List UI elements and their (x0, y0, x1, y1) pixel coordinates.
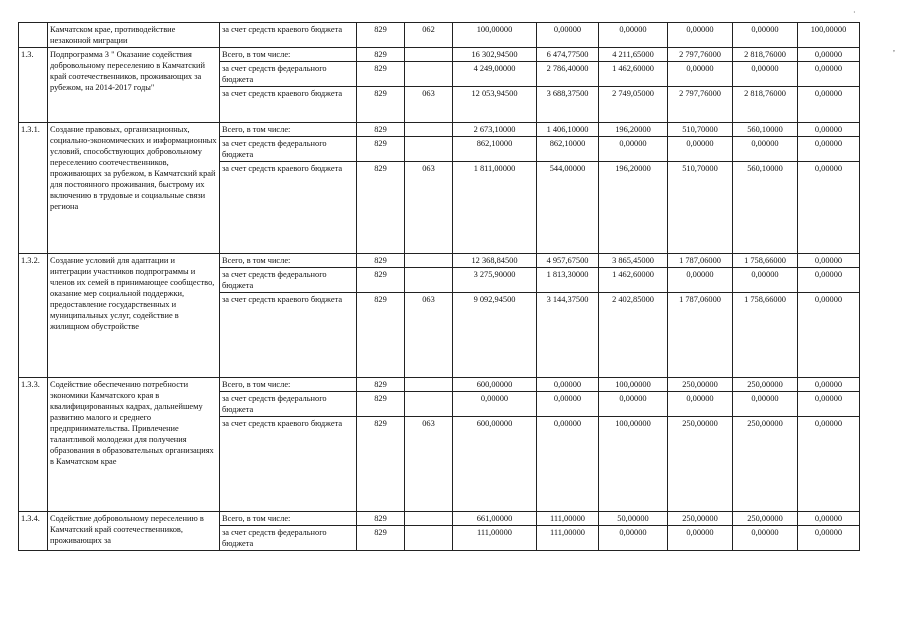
year-2015-value: 0,00000 (599, 137, 668, 162)
funding-source: за счет средств федерального бюджета (220, 137, 357, 162)
grbs-code: 829 (357, 123, 405, 137)
year-2016-value: 250,00000 (668, 512, 733, 526)
funding-source: за счет средств краевого бюджета (220, 23, 357, 48)
year-2014-value: 862,10000 (537, 137, 599, 162)
year-2015-value: 2 402,85000 (599, 293, 668, 378)
activity-name: Создание правовых, организационных, социально-экономических и информационных условий, способствующих добровольному переселению соотечественников, проживающих за рубежом, в Камчатский край для постоянного проживания, быстрому их включению в трудовые и социальные связи региона (48, 123, 220, 254)
year-2015-value: 1 462,60000 (599, 268, 668, 293)
year-2017-value: 1 758,66000 (733, 254, 798, 268)
extra-value: 0,00000 (798, 123, 860, 137)
table-row (19, 123, 860, 137)
row-number (19, 23, 48, 48)
year-2015-value: 100,00000 (599, 417, 668, 512)
year-2014-value: 0,00000 (537, 392, 599, 417)
extra-value: 100,00000 (798, 23, 860, 48)
activity-name: Подпрограмма 3 " Оказание содействия добровольному переселению в Камчатский край соотечественников, проживающих за рубежом, на 2014-2017 годы" (48, 48, 220, 123)
year-2016-value: 510,70000 (668, 162, 733, 254)
year-2016-value: 510,70000 (668, 123, 733, 137)
total-value: 1 811,00000 (453, 162, 537, 254)
extra-value: 0,00000 (798, 417, 860, 512)
total-value: 600,00000 (453, 417, 537, 512)
row-number: 1.3.2. (19, 254, 48, 378)
grbs-code: 829 (357, 87, 405, 123)
year-2016-value: 0,00000 (668, 62, 733, 87)
page-mark-right-margin: , (893, 44, 895, 53)
budget-table (18, 22, 860, 551)
page-mark-top-right: · (853, 8, 856, 17)
year-2015-value: 0,00000 (599, 526, 668, 551)
year-2015-value: 196,20000 (599, 123, 668, 137)
program-code (405, 512, 453, 526)
total-value: 600,00000 (453, 378, 537, 392)
total-value: 9 092,94500 (453, 293, 537, 378)
funding-source: за счет средств краевого бюджета (220, 87, 357, 123)
year-2014-value: 544,00000 (537, 162, 599, 254)
year-2015-value: 0,00000 (599, 392, 668, 417)
year-2014-value: 4 957,67500 (537, 254, 599, 268)
row-number: 1.3.1. (19, 123, 48, 254)
extra-value: 0,00000 (798, 512, 860, 526)
program-code (405, 378, 453, 392)
year-2017-value: 250,00000 (733, 417, 798, 512)
program-code: 062 (405, 23, 453, 48)
year-2016-value: 1 787,06000 (668, 254, 733, 268)
program-code: 063 (405, 417, 453, 512)
grbs-code: 829 (357, 48, 405, 62)
year-2015-value: 0,00000 (599, 23, 668, 48)
extra-value: 0,00000 (798, 48, 860, 62)
total-value: 100,00000 (453, 23, 537, 48)
table-row (19, 378, 860, 392)
program-code: 063 (405, 162, 453, 254)
program-code (405, 62, 453, 87)
funding-source: за счет средств краевого бюджета (220, 293, 357, 378)
total-value: 2 673,10000 (453, 123, 537, 137)
row-number: 1.3.4. (19, 512, 48, 551)
activity-name: Камчатском крае, противодействие незаконной миграции (48, 23, 220, 48)
grbs-code: 829 (357, 512, 405, 526)
funding-source: Всего, в том числе: (220, 512, 357, 526)
grbs-code: 829 (357, 162, 405, 254)
funding-source: за счет средств краевого бюджета (220, 162, 357, 254)
year-2015-value: 50,00000 (599, 512, 668, 526)
activity-name: Создание условий для адаптации и интеграции участников подпрограммы и членов их семей в принимающее сообщество, оказание мер социальной поддержки, предоставление государственных и муниципальных услуг, содействие в жилищном обустройстве (48, 254, 220, 378)
year-2015-value: 3 865,45000 (599, 254, 668, 268)
extra-value: 0,00000 (798, 392, 860, 417)
year-2017-value: 560,10000 (733, 162, 798, 254)
year-2016-value: 2 797,76000 (668, 87, 733, 123)
table-row (19, 23, 860, 48)
year-2015-value: 196,20000 (599, 162, 668, 254)
total-value: 16 302,94500 (453, 48, 537, 62)
year-2017-value: 0,00000 (733, 392, 798, 417)
year-2015-value: 100,00000 (599, 378, 668, 392)
year-2017-value: 1 758,66000 (733, 293, 798, 378)
funding-source: за счет средств федерального бюджета (220, 62, 357, 87)
funding-source: за счет средств федерального бюджета (220, 268, 357, 293)
program-code (405, 137, 453, 162)
funding-source: за счет средств федерального бюджета (220, 526, 357, 551)
total-value: 12 053,94500 (453, 87, 537, 123)
extra-value: 0,00000 (798, 378, 860, 392)
extra-value: 0,00000 (798, 162, 860, 254)
table-row (19, 512, 860, 526)
funding-source: Всего, в том числе: (220, 48, 357, 62)
year-2016-value: 0,00000 (668, 526, 733, 551)
program-code (405, 123, 453, 137)
year-2017-value: 560,10000 (733, 123, 798, 137)
year-2015-value: 1 462,60000 (599, 62, 668, 87)
total-value: 111,00000 (453, 526, 537, 551)
year-2014-value: 0,00000 (537, 378, 599, 392)
year-2016-value: 0,00000 (668, 268, 733, 293)
year-2014-value: 0,00000 (537, 417, 599, 512)
year-2014-value: 111,00000 (537, 526, 599, 551)
year-2017-value: 0,00000 (733, 268, 798, 293)
program-code (405, 254, 453, 268)
extra-value: 0,00000 (798, 87, 860, 123)
grbs-code: 829 (357, 137, 405, 162)
table-row (19, 254, 860, 268)
total-value: 862,10000 (453, 137, 537, 162)
year-2016-value: 0,00000 (668, 137, 733, 162)
extra-value: 0,00000 (798, 268, 860, 293)
year-2016-value: 1 787,06000 (668, 293, 733, 378)
year-2014-value: 2 786,40000 (537, 62, 599, 87)
total-value: 4 249,00000 (453, 62, 537, 87)
extra-value: 0,00000 (798, 62, 860, 87)
extra-value: 0,00000 (798, 254, 860, 268)
year-2016-value: 250,00000 (668, 417, 733, 512)
grbs-code: 829 (357, 62, 405, 87)
year-2015-value: 4 211,65000 (599, 48, 668, 62)
year-2017-value: 0,00000 (733, 23, 798, 48)
table-row (19, 48, 860, 62)
grbs-code: 829 (357, 254, 405, 268)
funding-source: за счет средств краевого бюджета (220, 417, 357, 512)
grbs-code: 829 (357, 293, 405, 378)
year-2014-value: 3 144,37500 (537, 293, 599, 378)
year-2015-value: 2 749,05000 (599, 87, 668, 123)
program-code (405, 526, 453, 551)
row-number: 1.3. (19, 48, 48, 123)
activity-name: Содействие добровольному переселению в Камчатский край соотечественников, проживающих за (48, 512, 220, 551)
total-value: 0,00000 (453, 392, 537, 417)
year-2014-value: 111,00000 (537, 512, 599, 526)
program-code (405, 48, 453, 62)
row-number: 1.3.3. (19, 378, 48, 512)
year-2014-value: 0,00000 (537, 23, 599, 48)
extra-value: 0,00000 (798, 526, 860, 551)
grbs-code: 829 (357, 23, 405, 48)
grbs-code: 829 (357, 378, 405, 392)
grbs-code: 829 (357, 392, 405, 417)
extra-value: 0,00000 (798, 293, 860, 378)
funding-source: за счет средств федерального бюджета (220, 392, 357, 417)
year-2014-value: 1 813,30000 (537, 268, 599, 293)
total-value: 12 368,84500 (453, 254, 537, 268)
year-2014-value: 1 406,10000 (537, 123, 599, 137)
year-2016-value: 0,00000 (668, 392, 733, 417)
year-2017-value: 0,00000 (733, 137, 798, 162)
year-2017-value: 2 818,76000 (733, 87, 798, 123)
year-2017-value: 250,00000 (733, 378, 798, 392)
grbs-code: 829 (357, 268, 405, 293)
activity-name: Содействие обеспечению потребности экономики Камчатского края в квалифицированных кадрах, дальнейшему развитию малого и среднего предпринимательства. Привлечение талантливой молодежи для получения образования в образовательных организациях в Камчатском крае (48, 378, 220, 512)
year-2014-value: 3 688,37500 (537, 87, 599, 123)
total-value: 3 275,90000 (453, 268, 537, 293)
program-code (405, 268, 453, 293)
year-2017-value: 0,00000 (733, 526, 798, 551)
program-code (405, 392, 453, 417)
program-code: 063 (405, 293, 453, 378)
total-value: 661,00000 (453, 512, 537, 526)
year-2016-value: 250,00000 (668, 378, 733, 392)
program-code: 063 (405, 87, 453, 123)
year-2017-value: 2 818,76000 (733, 48, 798, 62)
year-2016-value: 2 797,76000 (668, 48, 733, 62)
extra-value: 0,00000 (798, 137, 860, 162)
funding-source: Всего, в том числе: (220, 378, 357, 392)
funding-source: Всего, в том числе: (220, 254, 357, 268)
funding-source: Всего, в том числе: (220, 123, 357, 137)
year-2014-value: 6 474,77500 (537, 48, 599, 62)
grbs-code: 829 (357, 526, 405, 551)
year-2017-value: 0,00000 (733, 62, 798, 87)
year-2017-value: 250,00000 (733, 512, 798, 526)
grbs-code: 829 (357, 417, 405, 512)
year-2016-value: 0,00000 (668, 23, 733, 48)
